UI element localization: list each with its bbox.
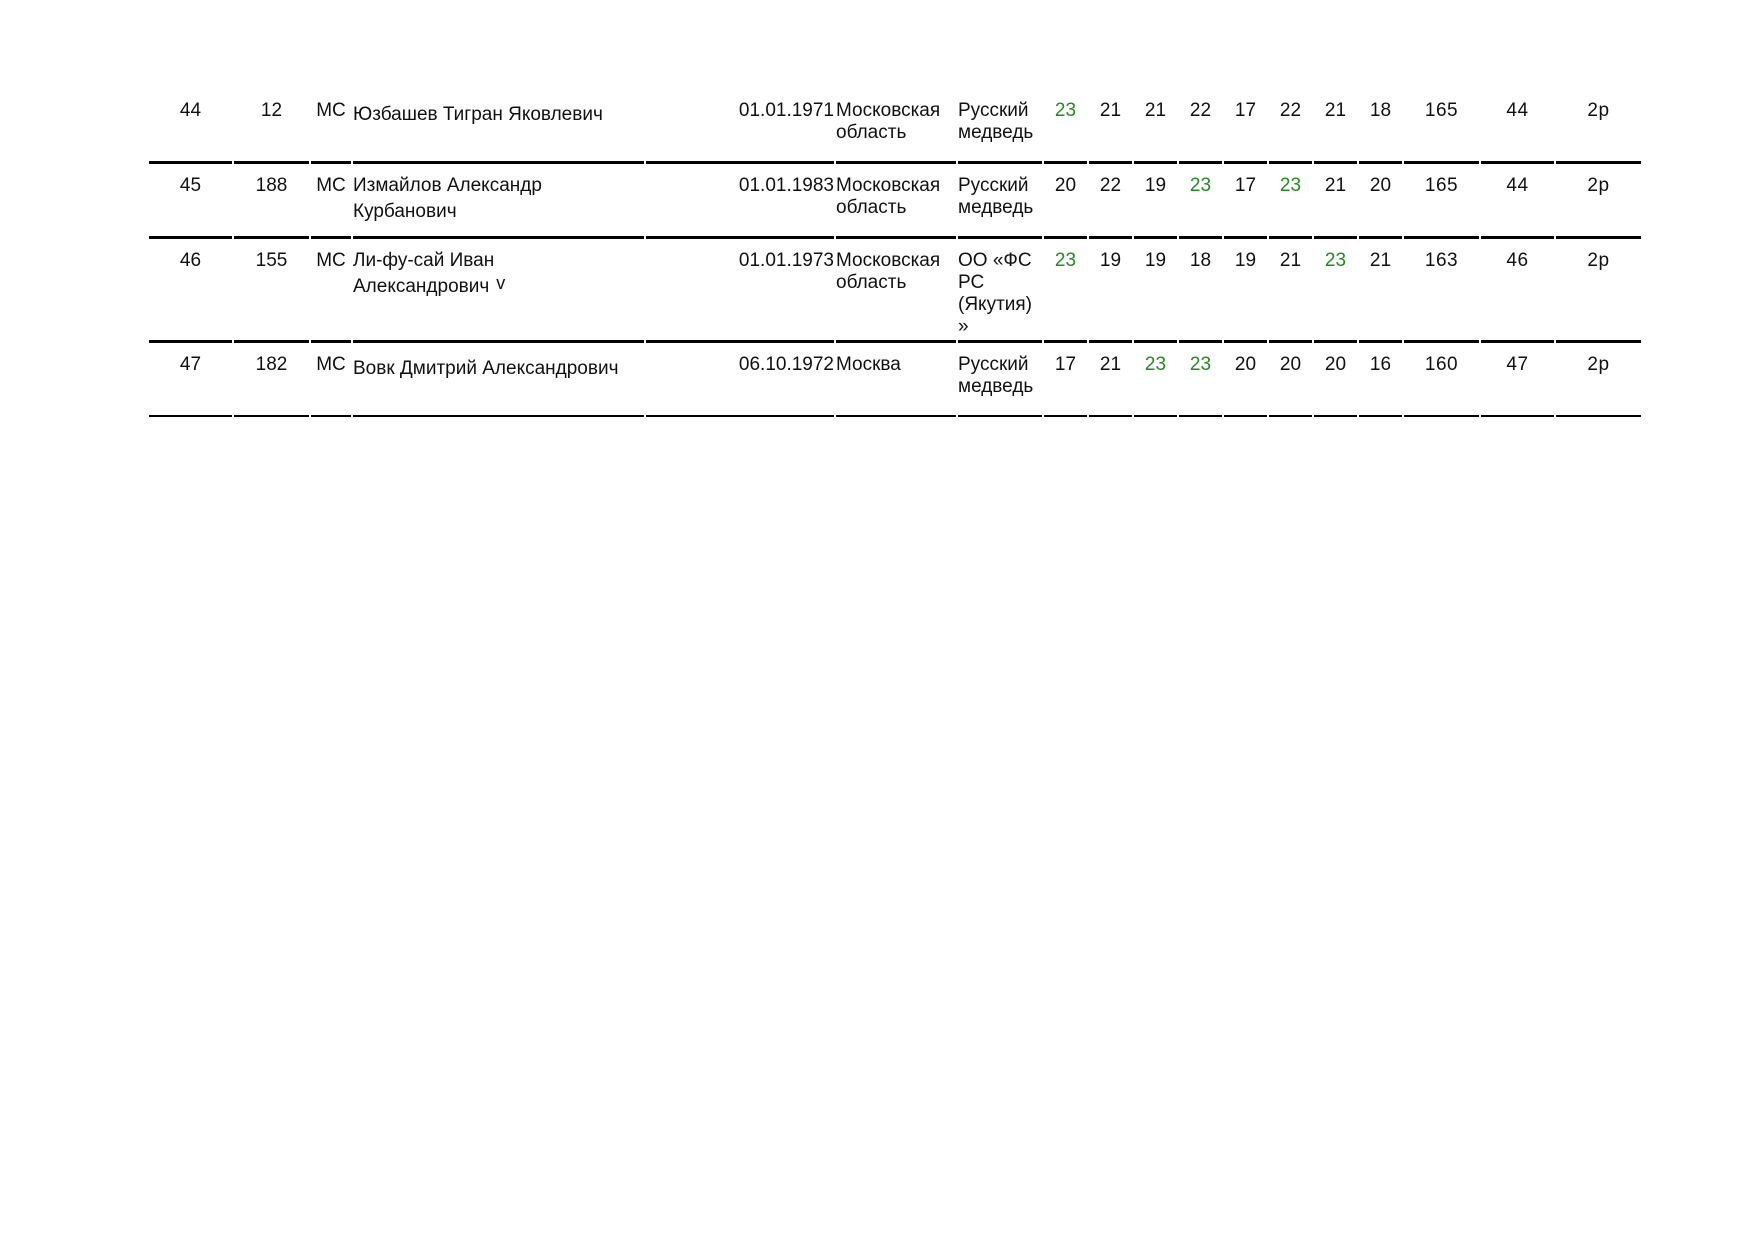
score-cell-7: 23 bbox=[1314, 239, 1357, 343]
birthdate-cell: 01.01.1983 bbox=[646, 164, 834, 239]
place-cell: 47 bbox=[149, 343, 232, 417]
score-cell-2: 19 bbox=[1089, 239, 1132, 343]
score-cell-3: 21 bbox=[1134, 89, 1177, 164]
table-row bbox=[149, 89, 1641, 164]
athlete-name-cell bbox=[353, 164, 644, 239]
region-cell: Московская область bbox=[836, 164, 956, 239]
score-cell-4: 23 bbox=[1179, 164, 1222, 239]
bib-number-cell: 182 bbox=[234, 343, 309, 417]
club-cell: Русский медведь bbox=[958, 89, 1042, 164]
score-cell-8: 21 bbox=[1359, 239, 1402, 343]
final-rank-cell: 2р bbox=[1556, 164, 1641, 239]
athlete-name-cell bbox=[353, 343, 644, 417]
total-score-cell: 160 bbox=[1404, 343, 1479, 417]
sport-rank-cell: МС bbox=[311, 343, 351, 417]
final-place-cell: 46 bbox=[1481, 239, 1554, 343]
club-cell: ОО «ФС РС (Якутия) » bbox=[958, 239, 1042, 343]
score-cell-4: 23 bbox=[1179, 343, 1222, 417]
total-score-cell: 165 bbox=[1404, 164, 1479, 239]
bib-number-cell: 155 bbox=[234, 239, 309, 343]
place-cell: 44 bbox=[149, 89, 232, 164]
final-rank-cell: 2р bbox=[1556, 89, 1641, 164]
score-cell-5: 20 bbox=[1224, 343, 1267, 417]
athlete-name: Вовк Дмитрий Александрович bbox=[353, 358, 619, 379]
score-cell-1: 20 bbox=[1044, 164, 1087, 239]
score-cell-8: 20 bbox=[1359, 164, 1402, 239]
score-cell-3: 19 bbox=[1134, 164, 1177, 239]
athlete-name-cell bbox=[353, 239, 644, 343]
score-cell-3: 19 bbox=[1134, 239, 1177, 343]
score-cell-7: 20 bbox=[1314, 343, 1357, 417]
score-cell-1: 23 bbox=[1044, 89, 1087, 164]
bib-number-cell: 12 bbox=[234, 89, 309, 164]
total-score-cell: 165 bbox=[1404, 89, 1479, 164]
score-cell-2: 21 bbox=[1089, 343, 1132, 417]
table-row bbox=[149, 343, 1641, 417]
place-cell: 46 bbox=[149, 239, 232, 343]
score-cell-5: 17 bbox=[1224, 89, 1267, 164]
final-rank-cell: 2р bbox=[1556, 343, 1641, 417]
region-cell: Москва bbox=[836, 343, 956, 417]
score-cell-1: 17 bbox=[1044, 343, 1087, 417]
score-cell-1: 23 bbox=[1044, 239, 1087, 343]
birthdate-cell: 06.10.1972 bbox=[646, 343, 834, 417]
score-cell-8: 18 bbox=[1359, 89, 1402, 164]
score-cell-6: 22 bbox=[1269, 89, 1312, 164]
sport-rank-cell: МС bbox=[311, 164, 351, 239]
score-cell-6: 20 bbox=[1269, 343, 1312, 417]
score-cell-5: 19 bbox=[1224, 239, 1267, 343]
total-score-cell: 163 bbox=[1404, 239, 1479, 343]
final-place-cell: 44 bbox=[1481, 164, 1554, 239]
athlete-name: Ли-фу-сай Иван Александрович bbox=[353, 250, 495, 297]
score-cell-4: 22 bbox=[1179, 89, 1222, 164]
table-row bbox=[149, 164, 1641, 239]
final-place-cell: 44 bbox=[1481, 89, 1554, 164]
athlete-name-cell bbox=[353, 89, 644, 164]
athlete-name: Юзбашев Тигран Яковлевич bbox=[353, 104, 603, 125]
score-cell-7: 21 bbox=[1314, 164, 1357, 239]
bib-number-cell: 188 bbox=[234, 164, 309, 239]
score-cell-6: 23 bbox=[1269, 164, 1312, 239]
region-cell: Московская область bbox=[836, 239, 956, 343]
score-cell-5: 17 bbox=[1224, 164, 1267, 239]
athlete-name: Измайлов Александр Курбанович bbox=[353, 175, 542, 222]
birthdate-cell: 01.01.1973 bbox=[646, 239, 834, 343]
sport-rank-cell: МС bbox=[311, 239, 351, 343]
score-cell-8: 16 bbox=[1359, 343, 1402, 417]
birthdate-cell: 01.01.1971 bbox=[646, 89, 834, 164]
final-place-cell: 47 bbox=[1481, 343, 1554, 417]
final-rank-cell: 2р bbox=[1556, 239, 1641, 343]
club-cell: Русский медведь bbox=[958, 164, 1042, 239]
results-table bbox=[147, 89, 1643, 417]
score-cell-7: 21 bbox=[1314, 89, 1357, 164]
sport-rank-cell: МС bbox=[311, 89, 351, 164]
score-cell-3: 23 bbox=[1134, 343, 1177, 417]
club-cell: Русский медведь bbox=[958, 343, 1042, 417]
score-cell-2: 22 bbox=[1089, 164, 1132, 239]
place-cell: 45 bbox=[149, 164, 232, 239]
score-cell-2: 21 bbox=[1089, 89, 1132, 164]
table-row bbox=[149, 239, 1641, 343]
region-cell: Московская область bbox=[836, 89, 956, 164]
score-cell-4: 18 bbox=[1179, 239, 1222, 343]
score-cell-6: 21 bbox=[1269, 239, 1312, 343]
name-suffix: v bbox=[496, 273, 506, 293]
